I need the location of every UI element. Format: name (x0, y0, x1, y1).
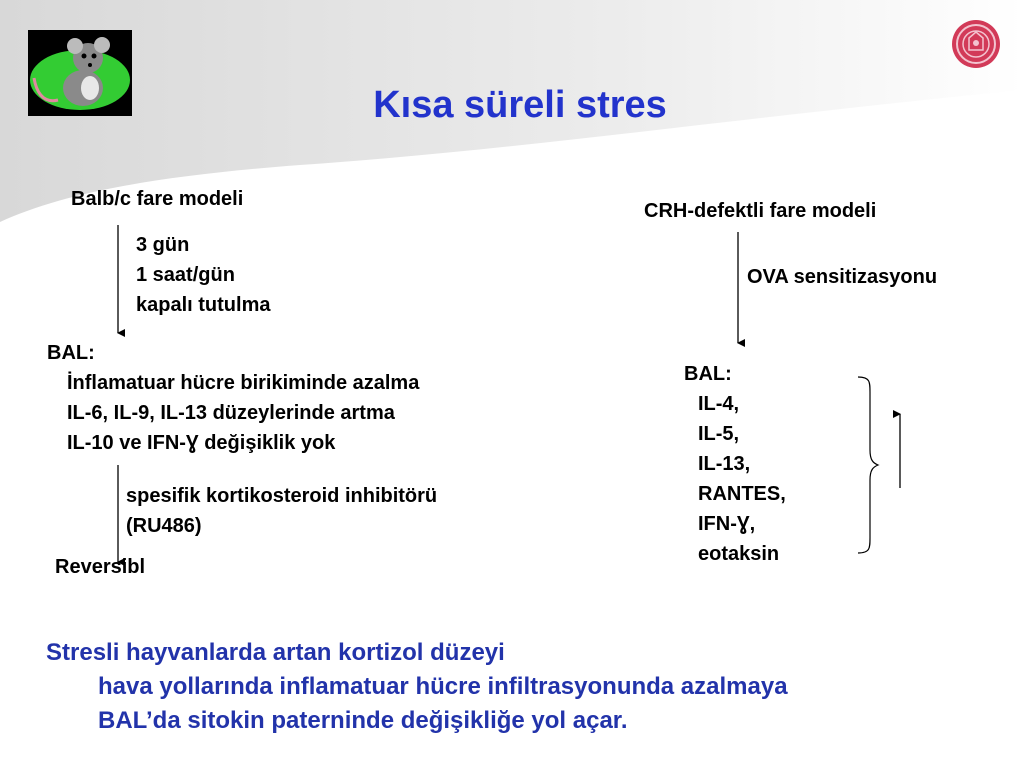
left-model-heading: Balb/c fare modeli (71, 188, 244, 210)
right-model-heading: CRH-defektli fare modeli (644, 200, 877, 222)
right-bal-item: RANTES, (698, 483, 786, 505)
left-bal-heading: BAL: (47, 342, 95, 364)
left-bal-item: IL-6, IL-9, IL-13 düzeylerinde artma (67, 402, 395, 424)
right-bal-item: IFN-Ɣ, (698, 513, 756, 535)
right-bal-item: IL-4, (698, 393, 740, 415)
right-bal-item: eotaksin (698, 543, 780, 565)
summary-line: hava yollarında inflamatuar hücre infiltrasyonunda azalmaya (98, 673, 788, 700)
treatment-line: (RU486) (126, 515, 202, 537)
treatment-block (126, 481, 437, 541)
summary-line: Stresli hayvanlarda artan kortizol düzeyi (46, 639, 505, 666)
condition-daily: 1 saat/gün (136, 264, 235, 286)
left-bal-block (47, 338, 419, 458)
right-bal-block (684, 359, 786, 569)
right-bal-item: IL-13, (698, 453, 751, 475)
right-bal-heading: BAL: (684, 363, 732, 385)
right-condition: OVA sensitizasyonu (747, 266, 938, 288)
right-bal-item: IL-5, (698, 423, 740, 445)
left-bal-item: İnflamatuar hücre birikiminde azalma (67, 372, 420, 394)
condition-restraint: kapalı tutulma (136, 294, 271, 316)
slide-title: Kısa süreli stres (373, 84, 667, 126)
left-bal-item: IL-10 ve IFN-Ɣ değişiklik yok (67, 432, 336, 454)
condition-duration: 3 gün (136, 234, 190, 256)
result-label: Reversibl (55, 556, 146, 578)
treatment-line: spesifik kortikosteroid inhibitörü (126, 485, 438, 507)
curly-brace (858, 377, 878, 553)
summary-line: BAL’da sitokin paterninde değişikliğe yol açar. (98, 707, 628, 734)
summary-block (46, 636, 788, 738)
left-conditions (136, 230, 270, 320)
